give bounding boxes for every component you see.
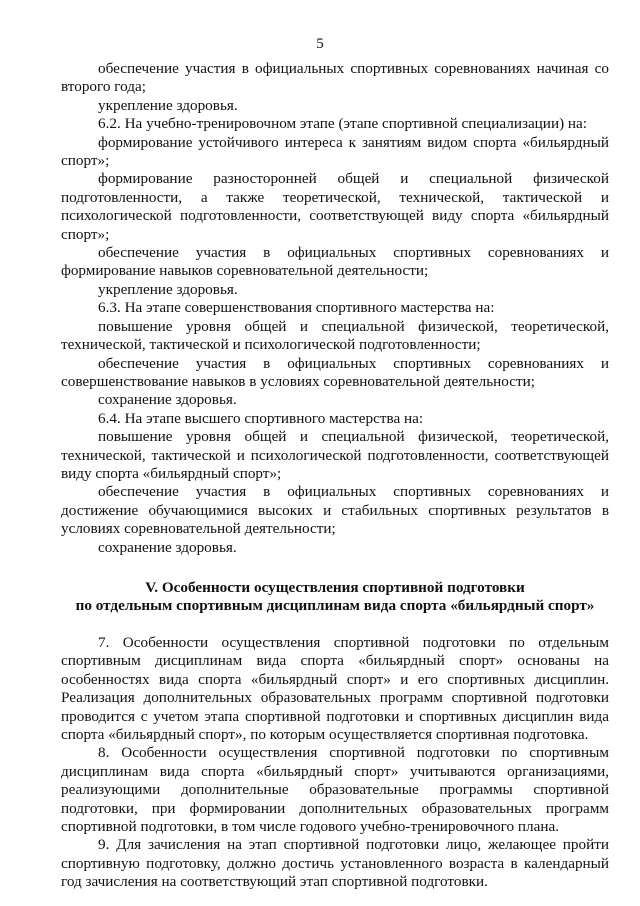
paragraph: 8. Особенности осуществления спортивной подготовки по спортивным дисциплинам вида спорта «бильярдный спорт» учитываются организациями, реализующими дополнительные образовательные программы спортивной подготовки, при формировании дополнительных образовательных программ спортивной подготовки, в том числе годового учебно-тренировочного плана.	[61, 744, 609, 836]
paragraph: повышение уровня общей и специальной физической, теоретической, технической, тактической и психологической подготовленности, соответствующей виду спорта «бильярдный спорт»;	[61, 428, 609, 482]
paragraph: обеспечение участия в официальных спортивных соревнованиях и формирование навыков соревновательной деятельности;	[61, 244, 609, 280]
paragraph: 6.3. На этапе совершенствования спортивного мастерства на:	[98, 299, 495, 317]
paragraph: формирование устойчивого интереса к занятиям видом спорта «бильярдный спорт»;	[61, 133, 609, 170]
paragraph: обеспечение участия в официальных спортивных соревнованиях и совершенствование навыков в условиях соревновательной деятельности;	[61, 354, 609, 390]
paragraph: укрепление здоровья.	[98, 96, 238, 114]
paragraph: обеспечение участия в официальных спортивных соревнованиях начиная со второго года;	[61, 60, 609, 96]
page-number: 5	[316, 36, 324, 52]
paragraph: укрепление здоровья.	[98, 280, 238, 298]
paragraph: 6.4. На этапе высшего спортивного мастерства на:	[98, 409, 424, 427]
paragraph: повышение уровня общей и специальной физической, теоретической, технической, тактической и психологической подготовленности;	[61, 317, 609, 354]
paragraph: 9. Для зачисления на этап спортивной подготовки лицо, желающее пройти спортивную подготовку, должно достичь установленного возраста в календарный год зачисления на соответствующий этап спортивной подготовки.	[61, 836, 609, 891]
paragraph: 7. Особенности осуществления спортивной подготовки по отдельным спортивным дисциплинам вида спорта «бильярдный спорт» основаны на особенностях вида спорта «бильярдный спорт» и его спортивных дисциплин. Реализация дополнительных образовательных программ спортивной подготовки проводится с учетом этапа спортивной подготовки и спортивных дисциплин вида спорта «бильярдный спорт», по которым осуществляется спортивная подготовка.	[61, 633, 609, 743]
paragraph: сохранение здоровья.	[98, 391, 237, 409]
section-heading	[61, 579, 609, 615]
paragraph: формирование разносторонней общей и специальной физической подготовленности, а также теоретической, технической, тактической и психологической подготовленности, соответствующей виду спорта «бильярдный спорт»;	[61, 170, 609, 243]
paragraph: сохранение здоровья.	[98, 538, 237, 556]
paragraph: обеспечение участия в официальных спортивных соревнованиях и достижение обучающимися высоких и стабильных спортивных результатов в условиях соревновательной деятельности;	[61, 483, 609, 538]
paragraph: 6.2. На учебно-тренировочном этапе (этапе спортивной специализации) на:	[98, 115, 588, 133]
section-heading-line-1: V. Особенности осуществления спортивной подготовки	[145, 578, 525, 596]
section-heading-line-2: по отдельным спортивным дисциплинам вида спорта «бильярдный спорт»	[75, 596, 595, 614]
document-body	[61, 60, 609, 892]
